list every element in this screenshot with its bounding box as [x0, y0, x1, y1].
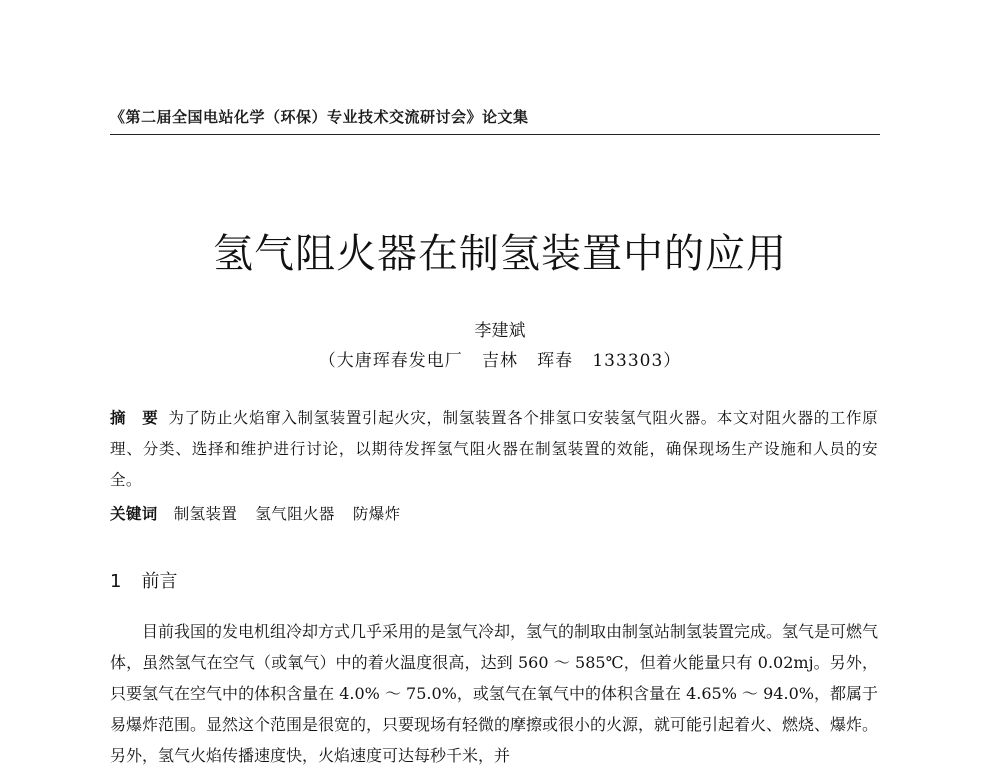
- abstract: [110, 403, 878, 496]
- keywords: [110, 502, 880, 524]
- abstract-label: 摘 要: [110, 409, 159, 427]
- section-number: 1: [110, 571, 122, 592]
- section-paragraph: 目前我国的发电机组冷却方式几乎采用的是氢气冷却，氢气的制取由制氢站制氢装置完成。氢气是可燃气体，虽然氢气在空气（或氧气）中的着火温度很高，达到 560 ～ 585℃，但着火能量只有 0.02mj。另外，只要氢气在空气中的体积含量在 4.0% ～ 75.0%，或氢气在氧气中的体积含量在 4.65% ～ 94.0%，都属于易爆炸范围。显然这个范围是很宽的，只要现场有轻微的摩擦或很小的火源，就可能引起着火、燃烧、爆炸。另外，氢气火焰传播速度快，火焰速度可达每秒千米，并: [110, 622, 879, 765]
- proceedings-header: 《第二届全国电站化学（环保）专业技术交流研讨会》论文集: [110, 108, 529, 126]
- keyword: 氢气阻火器: [255, 505, 335, 523]
- paper-title: 氢气阻火器在制氢装置中的应用: [213, 231, 787, 277]
- keyword: 防爆炸: [352, 505, 401, 523]
- section-title: 前言: [141, 571, 178, 592]
- keyword: 制氢装置: [173, 505, 238, 523]
- abstract-text: 为了防止火焰窜入制氢装置引起火灾，制氢装置各个排氢口安装氢气阻火器。本文对阻火器的工作原理、分类、选择和维护进行讨论，以期待发挥氢气阻火器在制氢装置的效能，确保现场生产设施和人员的安全。: [110, 409, 878, 489]
- section-heading: [110, 567, 177, 593]
- author-name: 李建斌: [474, 321, 526, 341]
- header-divider: [110, 134, 880, 135]
- author-affiliation: （大唐珲春发电厂 吉林 珲春 133303）: [318, 351, 682, 371]
- keywords-label: 关键词: [110, 505, 158, 523]
